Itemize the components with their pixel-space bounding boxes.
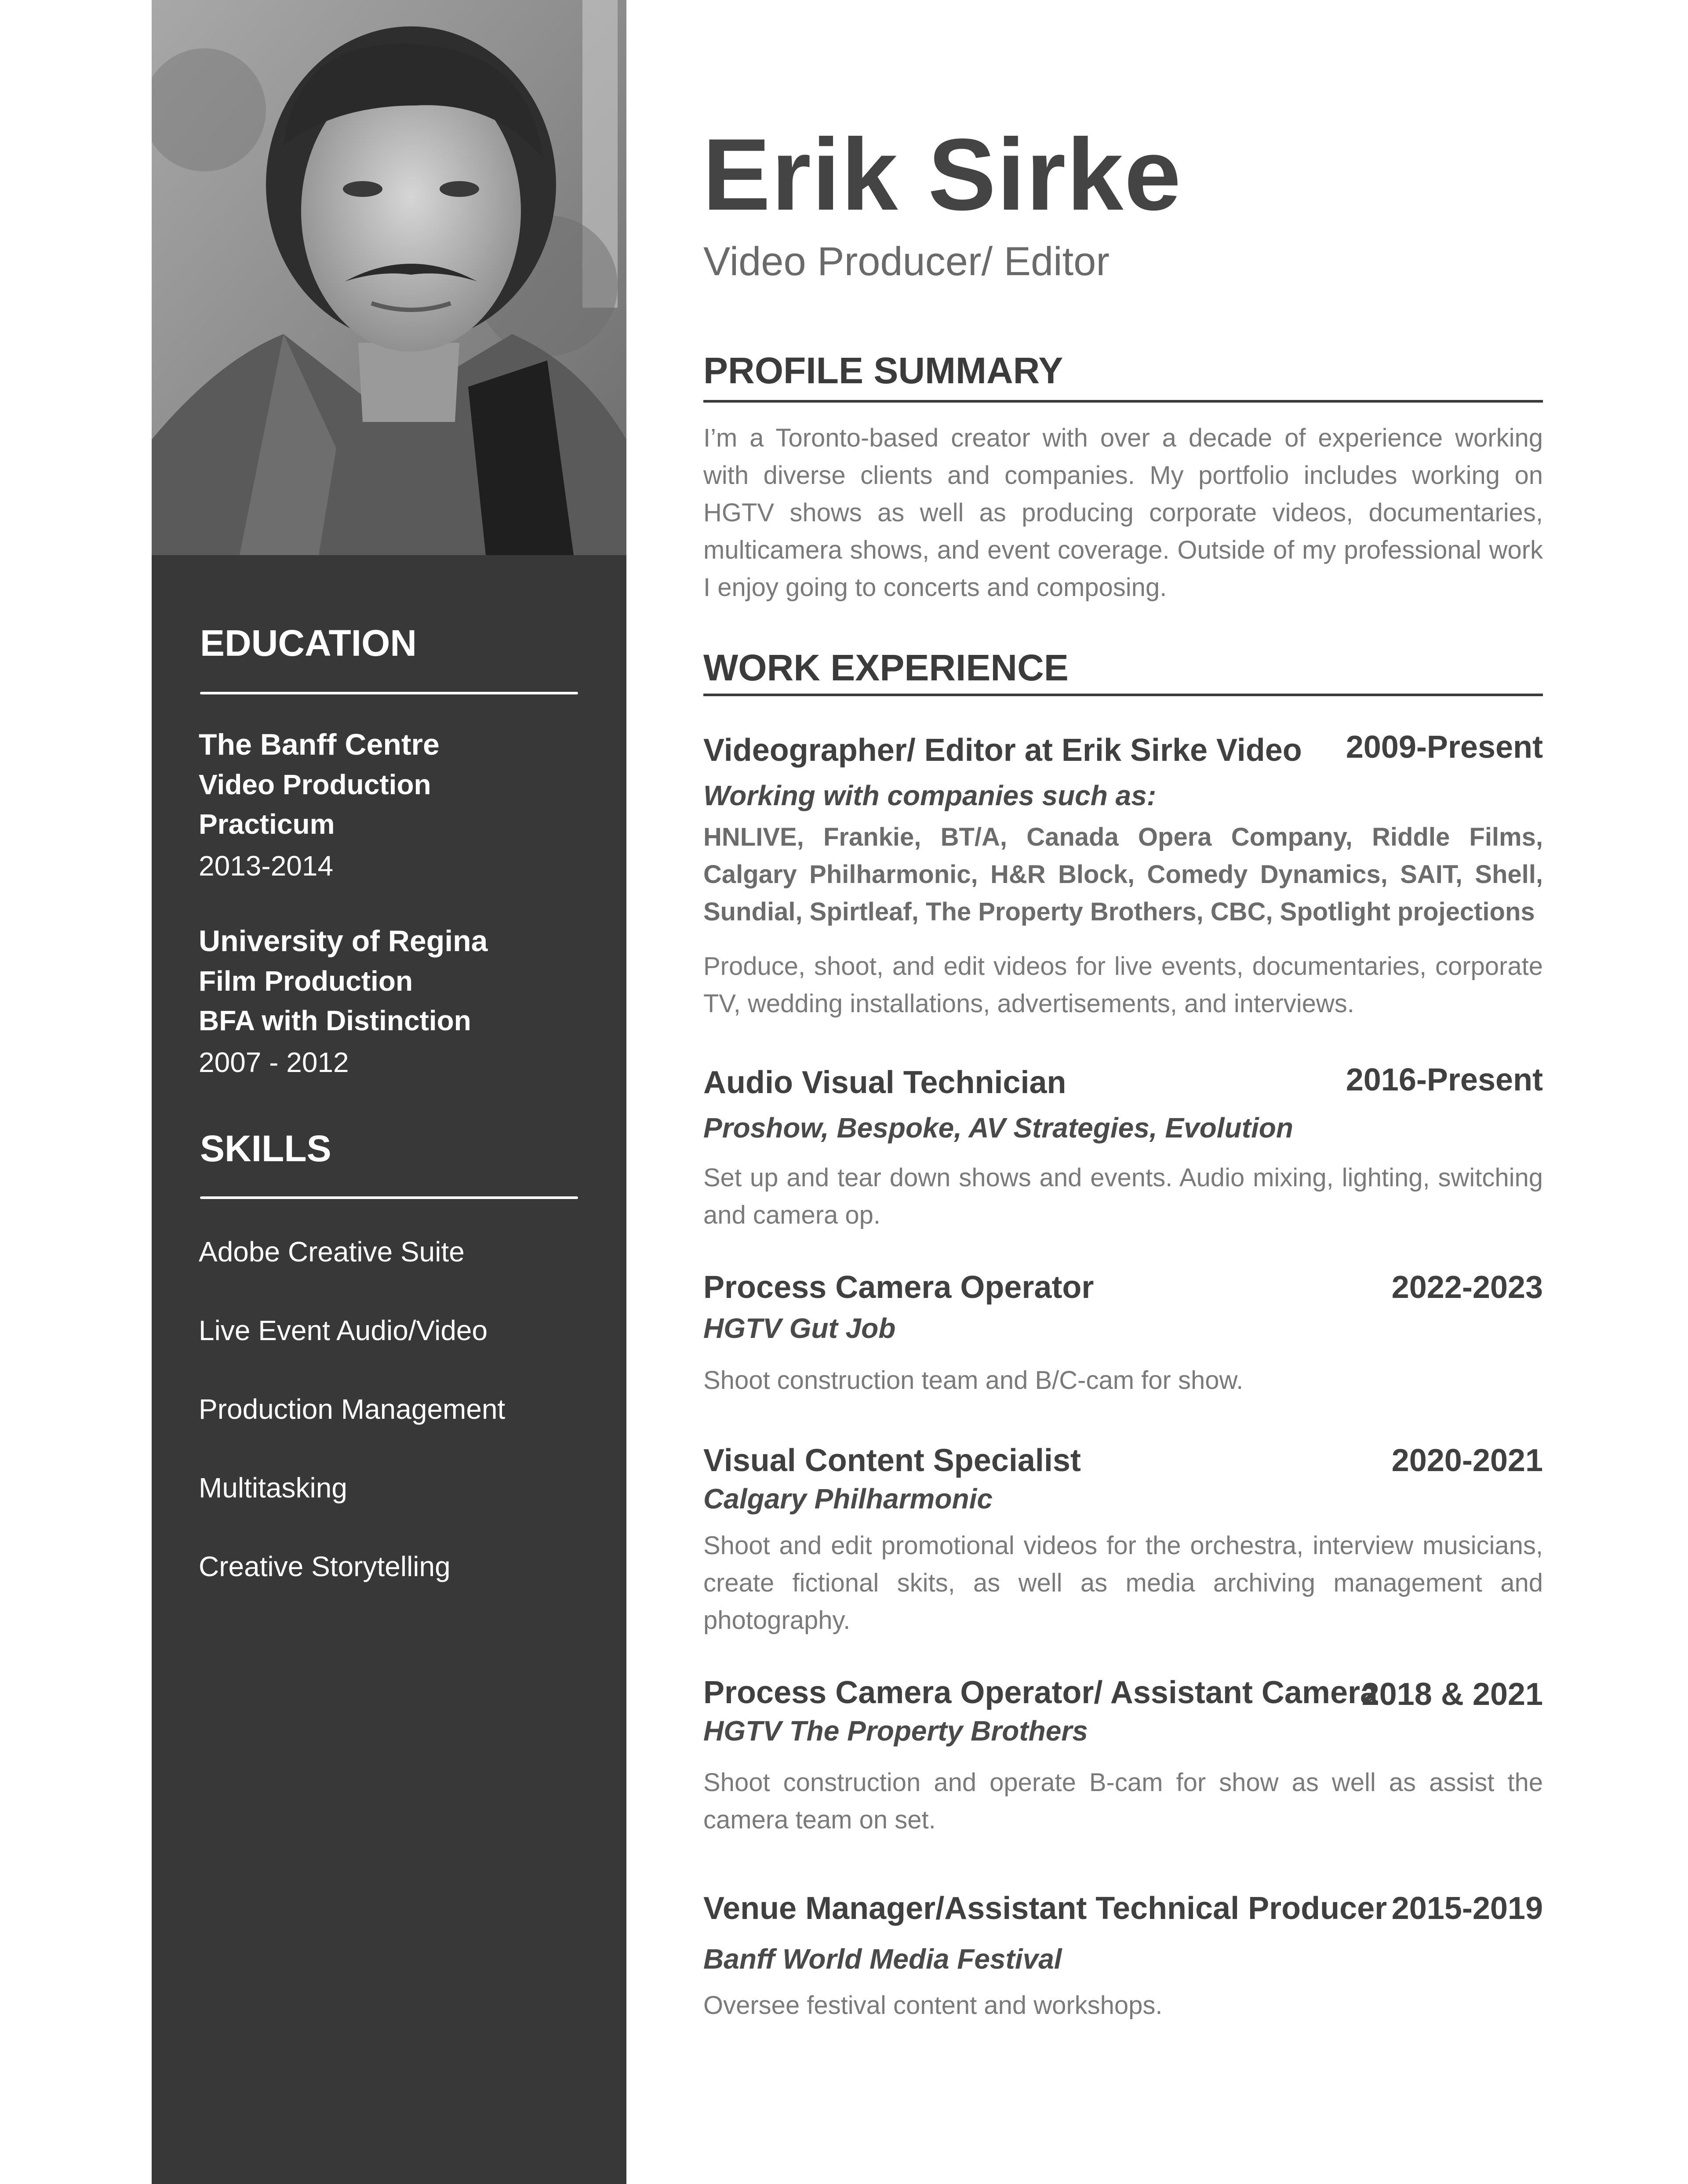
job-clients: HNLIVE, Frankie, BT/A, Canada Opera Company, Riddle Films, Calgary Philharmonic, H&R Block, Comedy Dynamics, SAIT, Shell, Sundial, Spirtleaf, The Property Brothers, CBC, Spotlight projections [703, 823, 1543, 926]
work-experience-heading: WORK EXPERIENCE [703, 647, 1069, 688]
job-description: Produce, shoot, and edit videos for live events, documentaries, corporate TV, wedding installations, advertisements, and interviews. [703, 952, 1543, 1018]
job-dates: 2022-2023 [1391, 1270, 1543, 1305]
education-program: BFA with Distinction [199, 1005, 471, 1036]
work-divider [703, 694, 1543, 696]
job-title: Visual Content Specialist [703, 1443, 1081, 1478]
job-organization: Working with companies such as: [703, 780, 1157, 811]
skill-item: Creative Storytelling [199, 1551, 451, 1582]
education-school: The Banff Centre [199, 728, 440, 761]
education-item [199, 921, 594, 1084]
job-dates: 2009-Present [1346, 730, 1543, 765]
skill-item: Live Event Audio/Video [199, 1315, 488, 1346]
job-dates: 2020-2021 [1391, 1443, 1543, 1478]
profile-summary-text: I’m a Toronto-based creator with over a decade of experience working with diverse clients and companies. My portfolio includes working on HGTV shows as well as producing corporate videos, documentaries, multicamera shows, and event coverage. Outside of my professional work I enjoy going to concerts and composing. [703, 424, 1543, 602]
job-organization: Calgary Philharmonic [703, 1483, 993, 1515]
job-dates: 2015-2019 [1391, 1891, 1543, 1926]
job-dates: 2016-Present [1346, 1062, 1543, 1097]
candidate-job-title: Video Producer/ Editor [703, 239, 1110, 284]
education-program: Practicum [199, 808, 335, 840]
job-title: Venue Manager/Assistant Technical Producer [703, 1891, 1387, 1926]
job-description: Shoot construction and operate B-cam for show as well as assist the camera team on set. [703, 1768, 1543, 1834]
education-heading: EDUCATION [200, 622, 417, 664]
job-organization: HGTV Gut Job [703, 1312, 896, 1344]
education-divider [200, 692, 578, 694]
job-organization: Banff World Media Festival [703, 1943, 1062, 1975]
education-years: 2007 - 2012 [199, 1047, 349, 1078]
skill-item: Production Management [199, 1393, 506, 1425]
education-item [199, 724, 594, 888]
job-title: Audio Visual Technician [703, 1065, 1066, 1100]
skills-heading: SKILLS [200, 1128, 331, 1169]
education-program: Film Production [199, 965, 413, 997]
job-title: Process Camera Operator/ Assistant Camera [703, 1675, 1378, 1710]
skill-item: Adobe Creative Suite [199, 1236, 465, 1268]
education-program: Video Production [199, 769, 431, 800]
skill-item: Multitasking [199, 1472, 347, 1504]
job-organization: HGTV The Property Brothers [703, 1715, 1088, 1747]
education-school: University of Regina [199, 924, 488, 958]
job-description: Oversee festival content and workshops. [703, 1991, 1163, 2020]
education-years: 2013-2014 [199, 850, 334, 882]
job-description: Shoot and edit promotional videos for the orchestra, interview musicians, create fictional skits, as well as media archiving management and photography. [703, 1531, 1543, 1635]
profile-summary-heading: PROFILE SUMMARY [703, 350, 1063, 391]
candidate-name: Erik Sirke [702, 118, 1182, 232]
profile-photo [152, 0, 626, 555]
job-title: Process Camera Operator [703, 1270, 1094, 1305]
job-organization: Proshow, Bespoke, AV Strategies, Evolution [703, 1112, 1293, 1144]
profile-divider [703, 400, 1543, 403]
job-dates: 2018 & 2021 [1361, 1677, 1543, 1712]
job-title: Videographer/ Editor at Erik Sirke Video [703, 733, 1302, 768]
job-description: Shoot construction team and B/C-cam for show. [703, 1366, 1244, 1395]
skills-divider [200, 1196, 578, 1199]
job-description: Set up and tear down shows and events. Audio mixing, lighting, switching and camera op. [703, 1163, 1543, 1229]
